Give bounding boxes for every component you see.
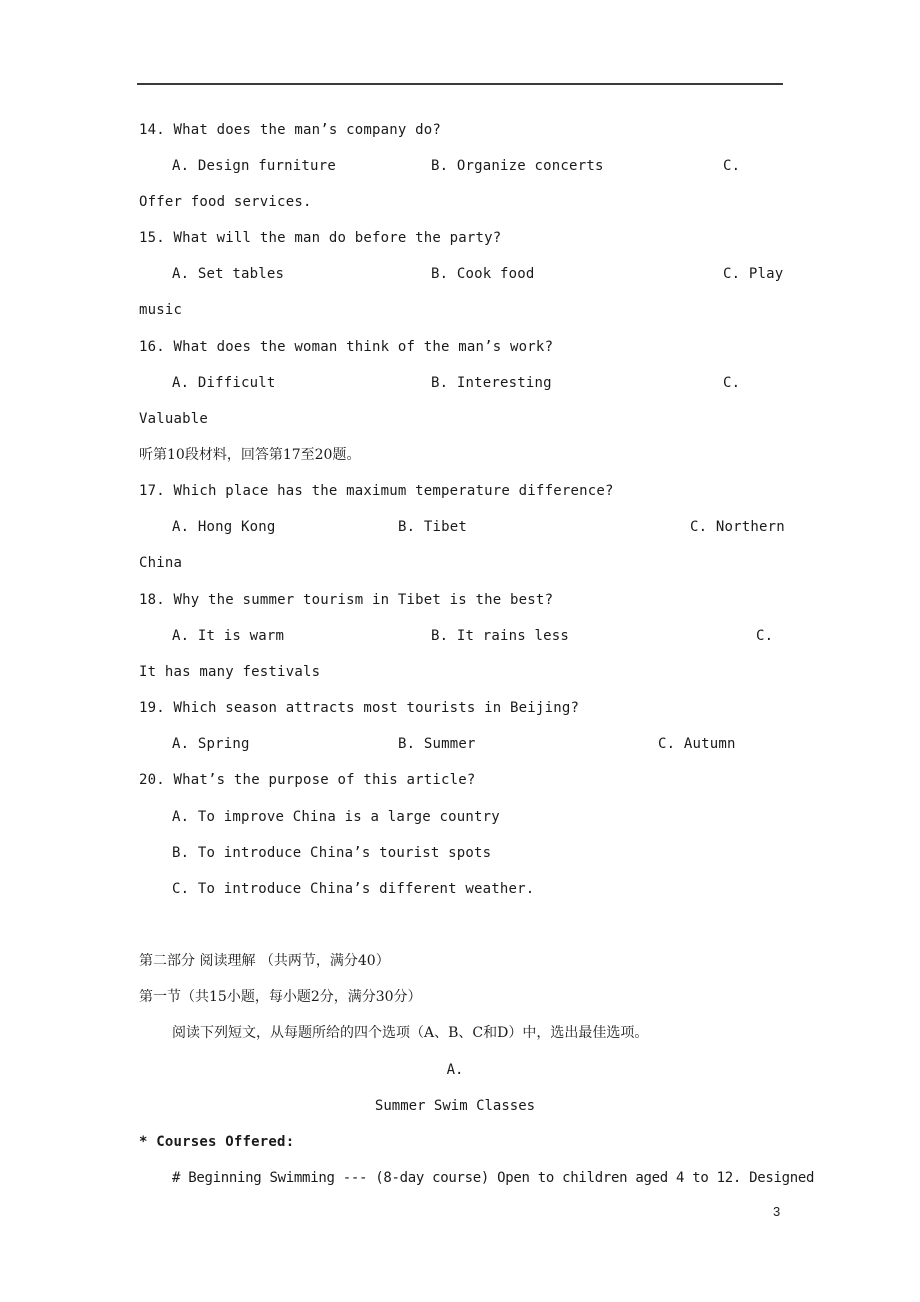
- courses-heading: * Courses Offered:: [139, 1134, 295, 1150]
- question-number: 18.: [139, 592, 165, 608]
- question-number: 14.: [139, 122, 165, 138]
- q18-option-b: B. It rains less: [431, 628, 570, 644]
- q15-option-c-wrap: music: [139, 302, 183, 318]
- question-text: Which season attracts most tourists in Beijing?: [173, 700, 580, 716]
- passage-title: Summer Swim Classes: [374, 1098, 536, 1114]
- question-number: 17.: [139, 483, 165, 499]
- question-18: [139, 591, 553, 609]
- question-text: Why the summer tourism in Tibet is the best?: [173, 592, 554, 608]
- question-20: [139, 771, 476, 789]
- q18-option-a: A. It is warm: [172, 628, 285, 644]
- q19-option-a: A. Spring: [172, 736, 250, 752]
- q14-option-c-wrap: Offer food services.: [139, 194, 312, 210]
- q16-option-c: C.: [723, 375, 741, 391]
- q18-option-c: C.: [756, 628, 774, 644]
- question-17: [139, 482, 614, 500]
- question-number: 19.: [139, 700, 165, 716]
- question-text: What does the man’s company do?: [173, 122, 442, 138]
- q16-option-b: B. Interesting: [431, 375, 552, 391]
- course-beginning-swimming: # Beginning Swimming --- (8-day course) Open to children aged 4 to 12. Designed: [172, 1170, 815, 1186]
- q15-option-a: A. Set tables: [172, 266, 285, 282]
- question-19: [139, 699, 579, 717]
- q18-option-c-wrap: It has many festivals: [139, 664, 321, 680]
- q16-option-c-wrap: Valuable: [139, 411, 209, 427]
- q14-option-a: A. Design furniture: [172, 158, 336, 174]
- q17-option-b: B. Tibet: [398, 519, 468, 535]
- q14-option-c: C.: [723, 158, 741, 174]
- question-number: 15.: [139, 230, 165, 246]
- q17-option-a: A. Hong Kong: [172, 519, 276, 535]
- q14-option-b: B. Organize concerts: [431, 158, 604, 174]
- part2-section1: 第一节（共15小题，每小题2分，满分30分）: [139, 989, 422, 1005]
- question-text: What does the woman think of the man’s work?: [173, 339, 554, 355]
- q15-option-b: B. Cook food: [431, 266, 535, 282]
- question-number: 20.: [139, 772, 165, 788]
- question-text: What will the man do before the party?: [173, 230, 502, 246]
- page-number: 3: [773, 1204, 781, 1219]
- q20-option-b: B. To introduce China’s tourist spots: [172, 845, 492, 861]
- question-number: 16.: [139, 339, 165, 355]
- question-14: [139, 121, 441, 139]
- question-text: Which place has the maximum temperature difference?: [173, 483, 614, 499]
- q16-option-a: A. Difficult: [172, 375, 276, 391]
- part2-title: 第二部分 阅读理解 （共两节，满分40）: [139, 953, 390, 969]
- q15-option-c: C. Play: [723, 266, 784, 282]
- question-16: [139, 338, 553, 356]
- header-divider: [137, 83, 783, 85]
- q17-option-c-wrap: China: [139, 555, 183, 571]
- passage-label: A.: [446, 1062, 464, 1078]
- q17-option-c: C. Northern: [690, 519, 785, 535]
- listening-instruction: 听第10段材料，回答第17至20题。: [139, 447, 361, 463]
- q19-option-c: C. Autumn: [658, 736, 736, 752]
- q20-option-a: A. To improve China is a large country: [172, 809, 500, 825]
- part2-directions: 阅读下列短文，从每题所给的四个选项（A、B、C和D）中，选出最佳选项。: [172, 1025, 649, 1041]
- q19-option-b: B. Summer: [398, 736, 476, 752]
- q20-option-c: C. To introduce China’s different weather.: [172, 881, 535, 897]
- question-text: What’s the purpose of this article?: [173, 772, 476, 788]
- question-15: [139, 229, 501, 247]
